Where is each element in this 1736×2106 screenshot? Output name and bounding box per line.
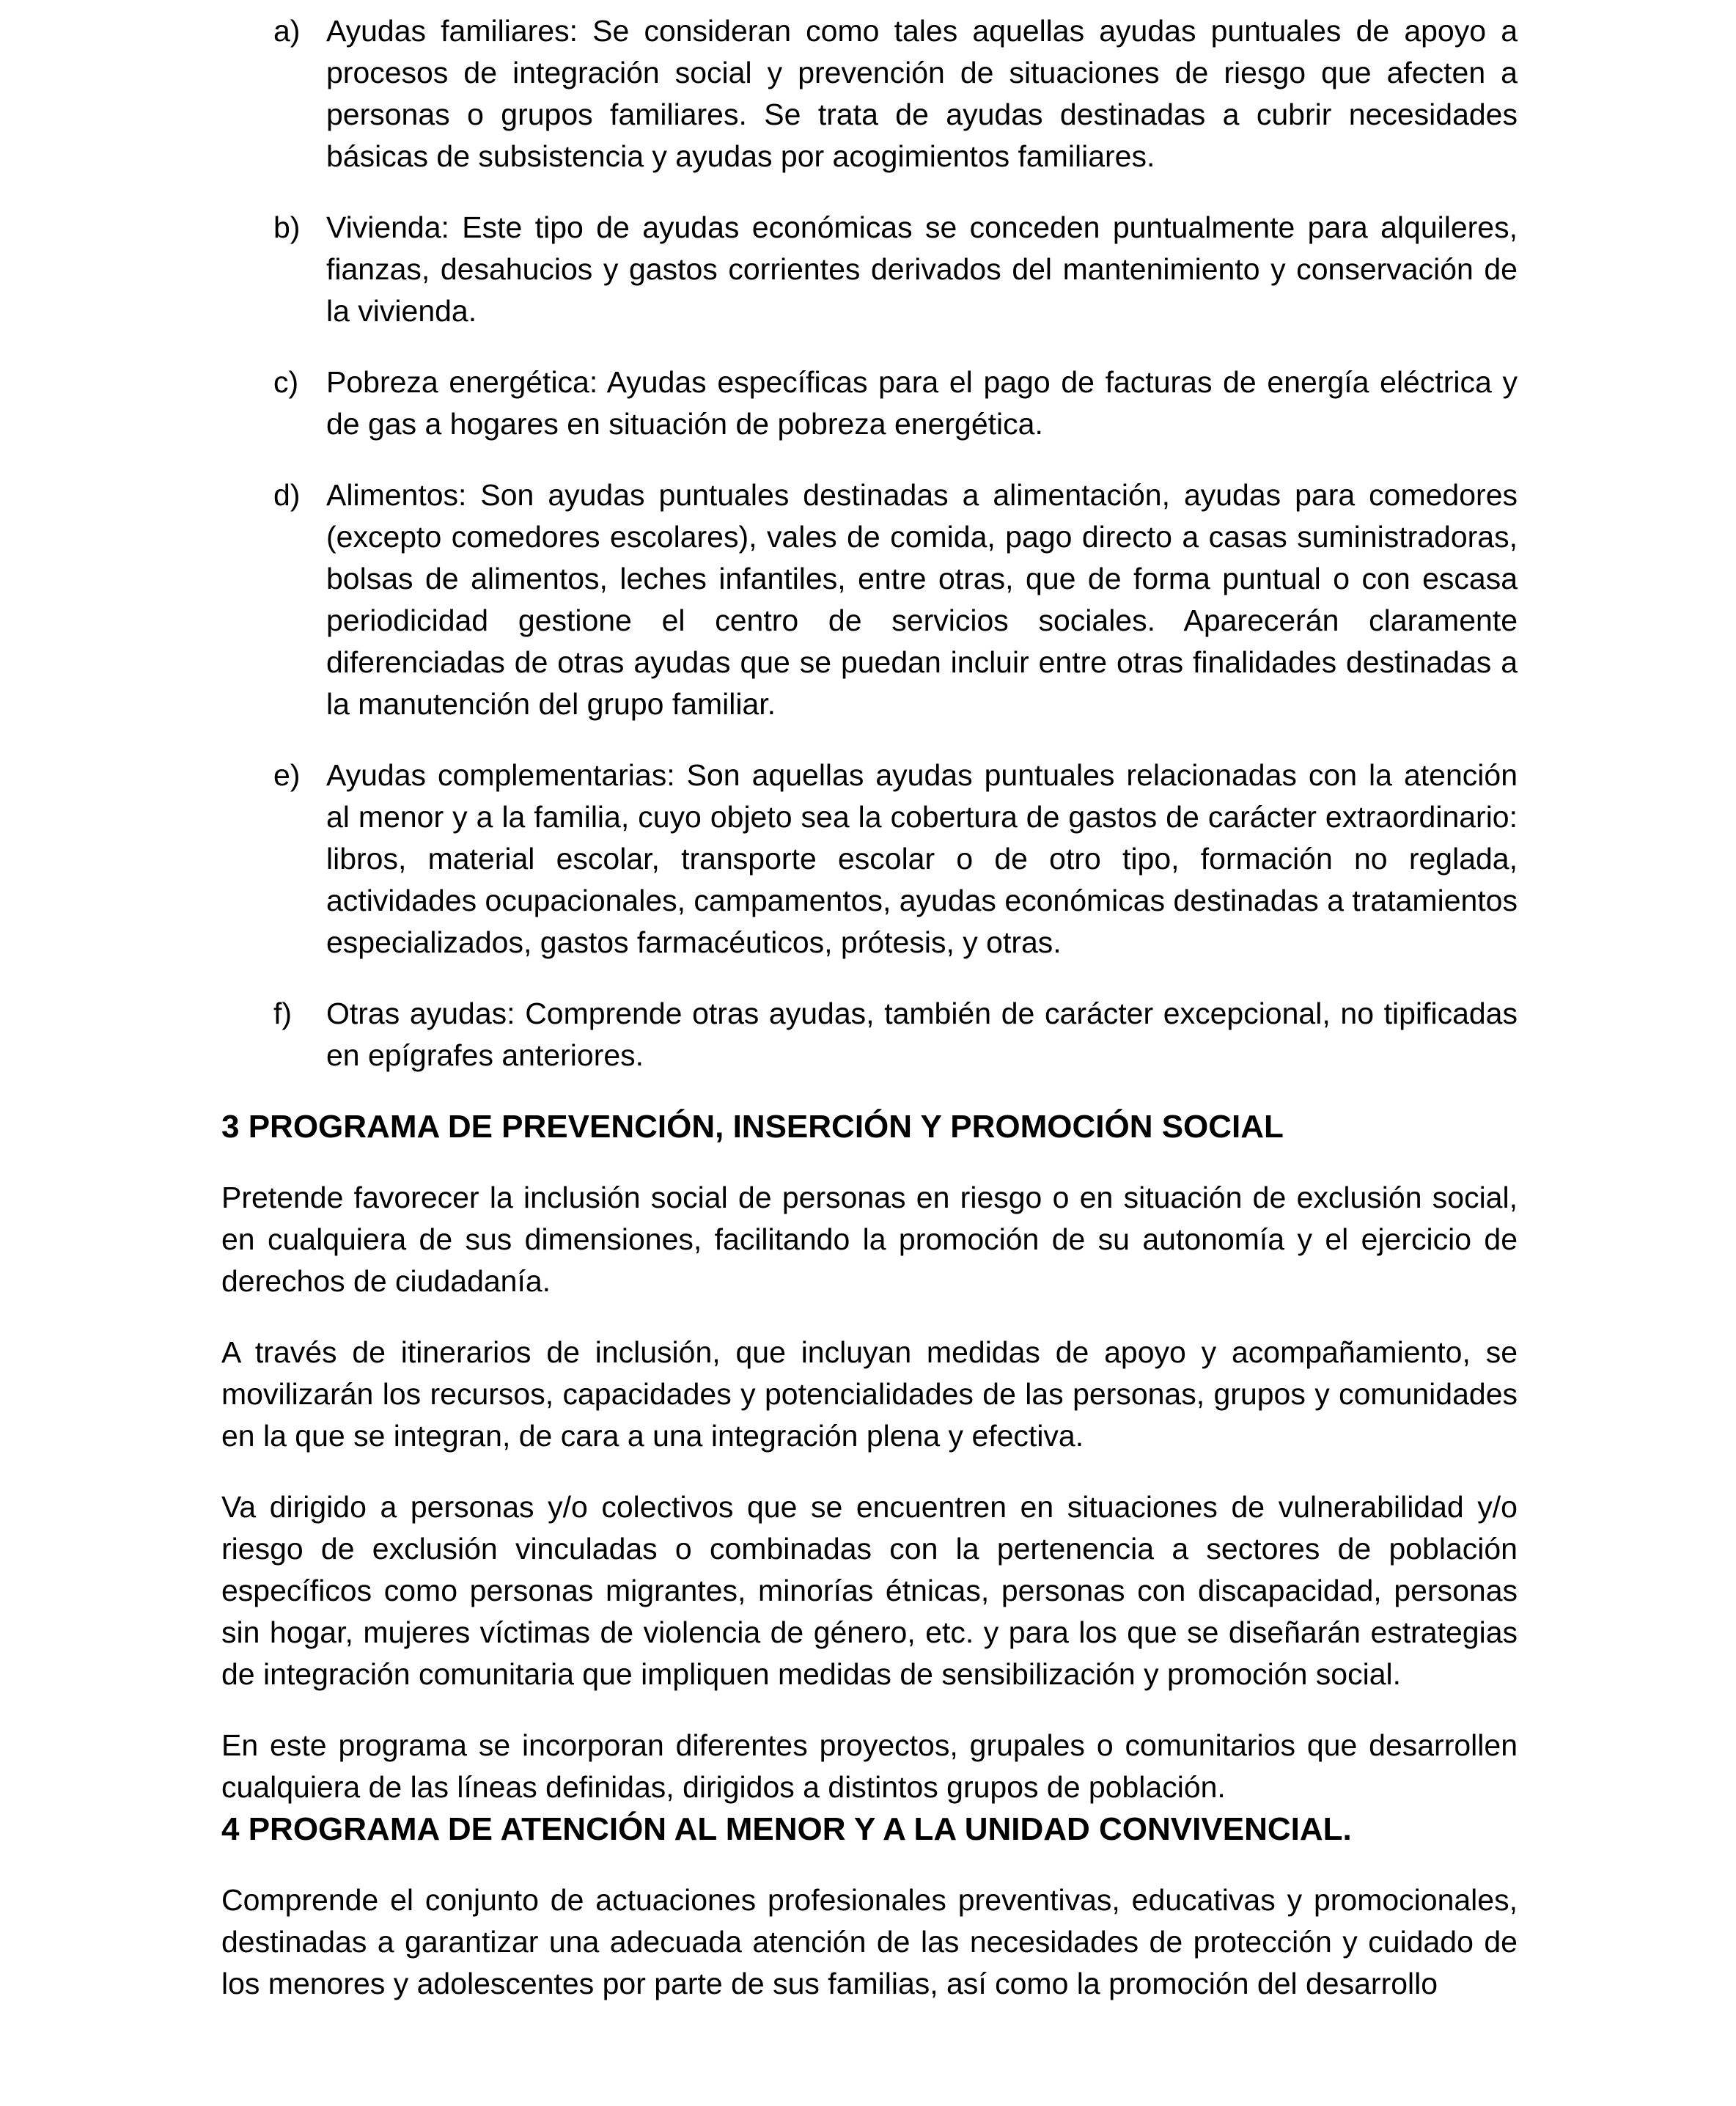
list-item-text: Otras ayudas: Comprende otras ayudas, también de carácter excepcional, no tipificadas en epígrafes anteriores. — [326, 997, 1518, 1072]
list-item-marker: f) — [273, 997, 293, 1030]
section-3-heading: 3 PROGRAMA DE PREVENCIÓN, INSERCIÓN Y PROMOCIÓN SOCIAL — [221, 1109, 1284, 1145]
section-programa-4 — [221, 1808, 1518, 2005]
list-item-text: Ayudas familiares: Se consideran como tales aquellas ayudas puntuales de apoyo a procesos de integración social y prevención de situaciones de riesgo que afecten a personas o grupos familiares. Se trata de ayudas destinadas a cubrir necesidades básicas de subsistencia y ayudas por acogimientos familiares. — [326, 14, 1518, 173]
paragraph: Comprende el conjunto de actuaciones profesionales preventivas, educativas y promocionales, destinadas a garantizar una adecuada atención de las necesidades de protección y cuidado de los menores y adolescentes por parte de sus familias, así como la promoción del desarrollo — [221, 1883, 1518, 2000]
list-item-text: Ayudas complementarias: Son aquellas ayudas puntuales relacionadas con la atención al menor y a la familia, cuyo objeto sea la cobertura de gastos de carácter extraordinario: libros, material escolar, transporte escolar o de otro tipo, formación no reglada, actividades ocupacionales, campamentos, ayudas económicas destinadas a tratamientos especializados, gastos farmacéuticos, prótesis, y otras. — [326, 758, 1518, 959]
paragraph: Pretende favorecer la inclusión social de personas en riesgo o en situación de exclusión social, en cualquiera de sus dimensiones, facilitando la promoción de su autonomía y el ejercicio de derechos de ciudadanía. — [221, 1181, 1518, 1298]
list-item-ayudas-complementarias — [221, 755, 1518, 964]
list-item-vivienda — [221, 207, 1518, 332]
paragraph: A través de itinerarios de inclusión, que incluyan medidas de apoyo y acompañamiento, se movilizarán los recursos, capacidades y potencialidades de las personas, grupos y comunidades en la que se integran, de cara a una integración plena y efectiva. — [221, 1335, 1518, 1453]
list-item-text: Vivienda: Este tipo de ayudas económicas se conceden puntualmente para alquileres, fianzas, desahucios y gastos corrientes derivados del mantenimiento y conservación de la vivienda. — [326, 210, 1518, 328]
paragraph: Va dirigido a personas y/o colectivos que se encuentren en situaciones de vulnerabilidad y/o riesgo de exclusión vinculadas o combinadas con la pertenencia a sectores de población específicos como personas migrantes, minorías étnicas, personas con discapacidad, personas sin hogar, mujeres víctimas de violencia de género, etc. y para los que se diseñarán estrategias de integración comunitaria que impliquen medidas de sensibilización y promoción social. — [221, 1490, 1518, 1691]
list-item-marker: a) — [273, 14, 301, 48]
section-4-heading: 4 PROGRAMA DE ATENCIÓN AL MENOR Y A LA UNIDAD CONVIVENCIAL. — [221, 1811, 1352, 1847]
aid-types-list — [221, 10, 1518, 1076]
paragraph: En este programa se incorporan diferentes proyectos, grupales o comunitarios que desarrollen cualquiera de las líneas definidas, dirigidos a distintos grupos de población. — [221, 1728, 1518, 1804]
list-item-otras-ayudas — [221, 993, 1518, 1076]
list-item-ayudas-familiares — [221, 10, 1518, 177]
list-item-text: Alimentos: Son ayudas puntuales destinadas a alimentación, ayudas para comedores (excepto comedores escolares), vales de comida, pago directo a casas suministradoras, bolsas de alimentos, leches infantiles, entre otras, que de forma puntual o con escasa periodicidad gestione el centro de servicios sociales. Aparecerán claramente diferenciadas de otras ayudas que se puedan incluir entre otras finalidades destinadas a la manutención del grupo familiar. — [326, 478, 1518, 721]
list-item-marker: b) — [273, 210, 301, 244]
list-item-alimentos — [221, 474, 1518, 725]
list-item-text: Pobreza energética: Ayudas específicas para el pago de facturas de energía eléctrica y de gas a hogares en situación de pobreza energética. — [326, 365, 1518, 441]
list-item-marker: c) — [273, 365, 299, 399]
list-item-pobreza-energetica — [221, 362, 1518, 445]
section-programa-3 — [221, 1106, 1518, 1808]
list-item-marker: d) — [273, 478, 301, 512]
list-item-marker: e) — [273, 758, 301, 792]
